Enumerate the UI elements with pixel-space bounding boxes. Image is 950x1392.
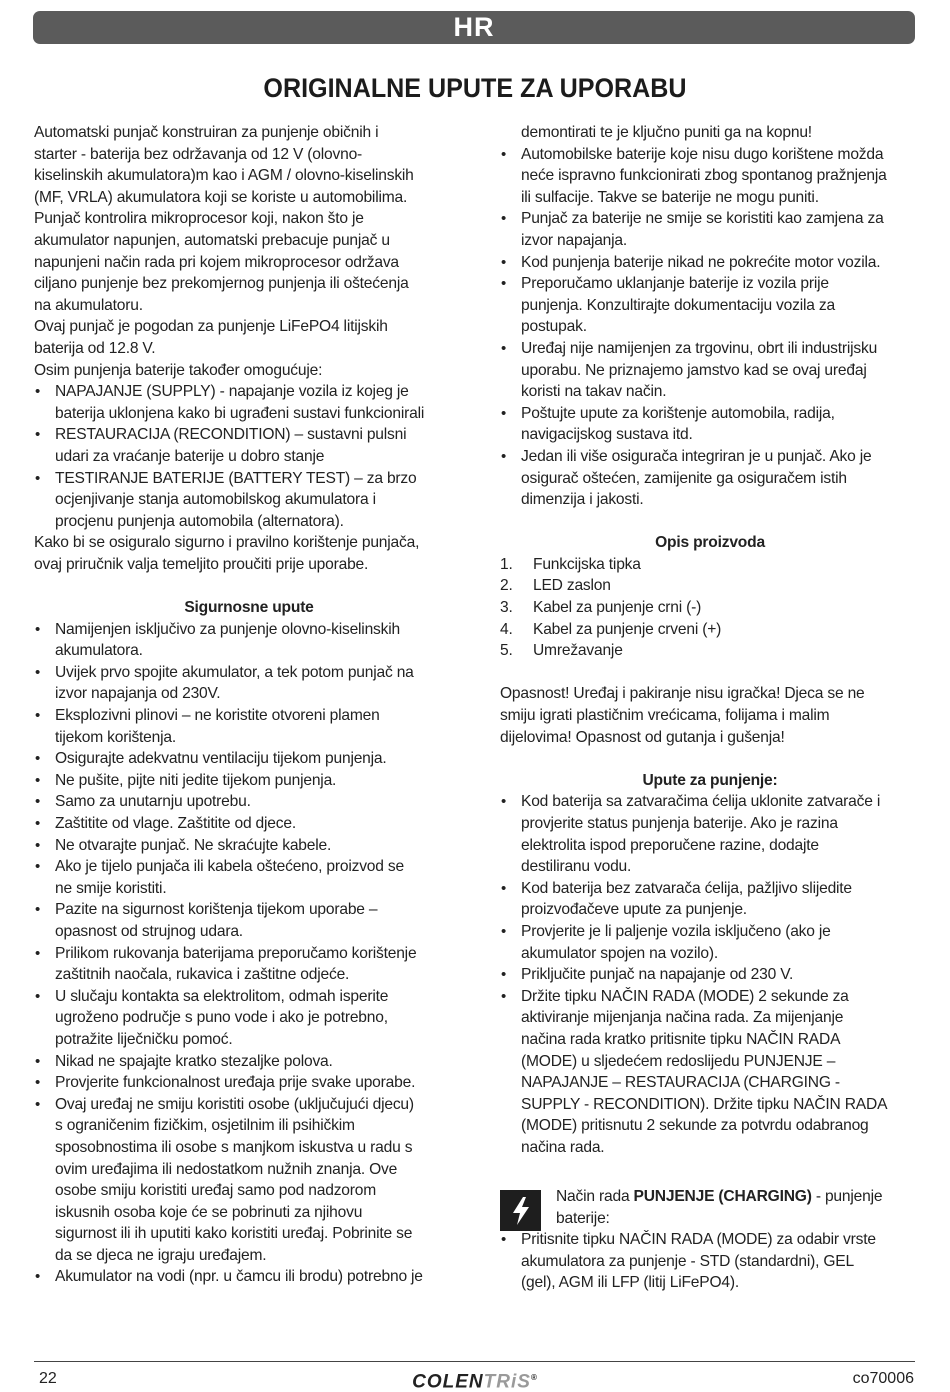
list-item bbox=[500, 208, 920, 251]
text-line: • Držite tipku NAČIN RADA (MODE) 2 sekunde za bbox=[521, 987, 849, 1005]
text-line: • RESTAURACIJA (RECONDITION) – sustavni pulsni bbox=[55, 426, 407, 444]
list-item bbox=[500, 446, 920, 511]
right-column bbox=[500, 122, 920, 1294]
list-item bbox=[34, 791, 464, 813]
text-line: • Pazite na sigurnost korištenja tijekom uporabe – bbox=[55, 901, 378, 919]
text-line: NAPAJANJE – RESTAURACIJA (CHARGING - bbox=[521, 1074, 840, 1092]
text-line: • Samo za unutarnju upotrebu. bbox=[55, 793, 251, 811]
text-line: starter - baterija bez održavanja od 12 V (olovno- bbox=[34, 145, 363, 163]
text-line: izvor napajanja. bbox=[521, 231, 628, 249]
text-line: • Namijenjen isključivo za punjenje olovno-kiselinskih bbox=[55, 620, 400, 638]
list-item bbox=[34, 468, 464, 533]
list-item bbox=[34, 835, 464, 857]
text-line: • Jedan ili više osigurača integriran je u punjač. Ako je bbox=[521, 447, 872, 465]
text-line: potražite liječničku pomoć. bbox=[55, 1030, 233, 1048]
text-line: akumulatora. bbox=[55, 642, 143, 660]
mode-prefix: Način rada bbox=[556, 1188, 634, 1206]
list-item bbox=[34, 381, 464, 424]
text-line: • Ne pušite, pijte niti jedite tijekom punjenja. bbox=[55, 771, 337, 789]
feature-list bbox=[34, 381, 464, 532]
text-line: punjenja. Konzultirajte dokumentaciju vozila za bbox=[521, 296, 835, 314]
lightning-bolt-icon bbox=[500, 1190, 541, 1231]
text-line: koristi na takav način. bbox=[521, 383, 667, 401]
list-item bbox=[34, 1094, 464, 1267]
text-line: • Pritisnite tipku NAČIN RADA (MODE) za odabir vrste bbox=[521, 1231, 876, 1249]
text-line: zaštitnih naočala, rukavica i zaštitne odjeće. bbox=[55, 966, 350, 984]
text-line: s ograničenim fizičkim, osjetilnim ili psihičkim bbox=[55, 1117, 355, 1135]
text-line: proizvođačeve upute za punjenje. bbox=[521, 901, 747, 919]
text-line: • Preporučamo uklanjanje baterije iz vozila prije bbox=[521, 275, 829, 293]
list-item bbox=[34, 748, 464, 770]
text-line: provjerite status punjenja baterije. Ako je razina bbox=[521, 815, 838, 832]
text-line: Opasnost! Uređaj i pakiranje nisu igračka! Djeca se ne bbox=[500, 685, 865, 703]
text-line: baterija od 12.8 V. bbox=[34, 339, 156, 357]
text-line: Punjač kontrolira mikroprocesor koji, nakon što je bbox=[34, 210, 364, 228]
text-line: neće ispravno funkcionirati zbog spontanog pražnjenja bbox=[521, 167, 887, 185]
text-line: iskusnih osoba koje će se pobrinuti za njihovu bbox=[55, 1203, 363, 1221]
item-text: Kabel za punjenje crni (-) bbox=[533, 599, 702, 617]
text-line: elektrolita ispod preporučene razine, dodajte bbox=[521, 836, 819, 854]
text-line: (gel), AGM ili LFP (litij LiFePO4). bbox=[521, 1274, 740, 1292]
text-line: • Uređaj nije namijenjen za trgovinu, obrt ili industrijsku bbox=[521, 339, 878, 357]
charging-instructions-heading: Upute za punjenje: bbox=[642, 771, 778, 789]
list-item bbox=[34, 705, 464, 748]
item-text: Kabel za punjenje crveni (+) bbox=[533, 620, 722, 638]
text-line: ne smije koristiti. bbox=[55, 879, 167, 897]
list-item bbox=[34, 813, 464, 835]
numbered-item bbox=[500, 554, 920, 576]
list-item bbox=[500, 986, 920, 1159]
text-line: • Provjerite je li paljenje vozila isključeno (ako je bbox=[521, 922, 831, 940]
text-line: osobe smiju koristiti uređaj samo pod nadzorom bbox=[55, 1182, 377, 1200]
text-line: smiju igrati plastičnim vrećicama, folijama i malim bbox=[500, 707, 830, 725]
list-item bbox=[500, 144, 920, 209]
document-title: ORIGINALNE UPUTE ZA UPORABU bbox=[263, 73, 687, 103]
text-line: akumulatora za punjenje - STD (standardni), GEL bbox=[521, 1252, 854, 1270]
text-line: • Eksplozivni plinovi – ne koristite otvoreni plamen bbox=[55, 707, 380, 725]
list-item bbox=[34, 899, 464, 942]
text-line: dijelovima! Opasnost od gutanja i gušenja! bbox=[500, 728, 785, 746]
text-line: postupak. bbox=[521, 318, 587, 336]
text-line: opasnost od strujnog udara. bbox=[55, 922, 243, 940]
text-line: Ovaj punjač je pogodan za punjenje LiFePO4 litijskih bbox=[34, 318, 388, 336]
mode-name: PUNJENJE (CHARGING) bbox=[633, 1188, 812, 1206]
text-line: načina rada kratko pritisnite tipku NAČIN RADA bbox=[521, 1030, 841, 1048]
text-line: ciljano punjenje bez prekomjernog punjenja ili oštećenja bbox=[34, 275, 409, 293]
text-line: • Nikad ne spajajte kratko stezaljke polova. bbox=[55, 1052, 333, 1070]
text-line: • Kod baterija sa zatvaračima ćelija uklonite zatvarače i bbox=[521, 793, 881, 811]
product-parts-list bbox=[500, 554, 920, 662]
text-line: procjenu punjenja automobila (alternatora). bbox=[55, 512, 344, 530]
text-line: aktiviranje mijenjanja načina rada. Za mijenjanje bbox=[521, 1009, 844, 1027]
text-line: Kako bi se osiguralo sigurno i pravilno korištenje punjača, bbox=[34, 534, 420, 552]
text-line: ocjenjivanje stanja automobilskog akumulatora i bbox=[55, 491, 376, 509]
text-line: • NAPAJANJE (SUPPLY) - napajanje vozila iz kojeg je bbox=[55, 383, 409, 401]
list-item bbox=[500, 273, 920, 338]
list-item bbox=[34, 424, 464, 467]
safety-list-continued bbox=[500, 144, 920, 511]
text-line: na akumulatoru. bbox=[34, 296, 143, 314]
brand-logo bbox=[0, 1367, 950, 1392]
text-line: akumulator spojen na vozilo). bbox=[521, 944, 719, 962]
text-line: dimenzija i jakosti. bbox=[521, 491, 644, 509]
text-line: sigurnost ili ih uputiti kako koristiti uređaj. Pobrinite se bbox=[55, 1225, 413, 1243]
brand-part-a: COLEN bbox=[412, 1371, 484, 1392]
text-line: SUPPLY - RECONDITION). Držite tipku NAČIN RADA bbox=[521, 1095, 888, 1113]
product-description-heading: Opis proizvoda bbox=[655, 534, 765, 552]
text-line: navigacijskog sustava itd. bbox=[521, 426, 693, 444]
charging-list bbox=[500, 791, 920, 1158]
text-line: • Poštujte upute za korištenje automobila, radija, bbox=[521, 404, 835, 422]
list-item bbox=[34, 770, 464, 792]
list-item bbox=[500, 791, 920, 877]
document-code: co70006 bbox=[852, 1370, 914, 1387]
text-line: Automatski punjač konstruiran za punjenje običnih i bbox=[34, 124, 379, 141]
list-item bbox=[500, 338, 920, 403]
list-item bbox=[500, 964, 920, 986]
text-line: (MF, VRLA) akumulatora koji se koriste u automobilima. bbox=[34, 188, 408, 206]
list-item bbox=[34, 986, 464, 1051]
text-line: izvor napajanja od 230V. bbox=[55, 685, 221, 703]
mode-suffix: - punjenje bbox=[811, 1188, 883, 1206]
registered-mark: ® bbox=[530, 1373, 538, 1382]
text-line: tijekom korištenja. bbox=[55, 728, 176, 746]
text-line: ovim uređajima ili nedostatkom nužnih znanja. Ove bbox=[55, 1160, 398, 1178]
page-number: 22 bbox=[39, 1370, 57, 1387]
item-text: Funkcijska tipka bbox=[533, 555, 641, 573]
text-line: ovaj priručnik valja temeljito proučiti prije uporabe. bbox=[34, 555, 369, 573]
numbered-item bbox=[500, 640, 920, 662]
mode-title-line bbox=[556, 1186, 920, 1208]
list-item bbox=[34, 943, 464, 986]
list-item bbox=[500, 403, 920, 446]
text-line: (MODE) pritisnutu 2 sekunde za potvrdu odabranog bbox=[521, 1117, 869, 1135]
intro-paragraphs bbox=[34, 122, 464, 381]
text-line: napunjeni način rada pri kojem mikroprocesor održava bbox=[34, 253, 399, 271]
text-line: udari za vraćanje baterije u dobro stanje bbox=[55, 447, 325, 465]
text-line: da se djeca ne igraju uređajem. bbox=[55, 1246, 267, 1264]
text-line: baterije: bbox=[556, 1209, 610, 1227]
list-item bbox=[500, 921, 920, 964]
text-line: ili sulfacije. Takve se baterije ne mogu puniti. bbox=[521, 188, 819, 206]
text-line: • Uvijek prvo spojite akumulator, a tek potom punjač na bbox=[55, 663, 414, 681]
list-item bbox=[500, 878, 920, 921]
item-number: 5. bbox=[500, 642, 513, 660]
list-item bbox=[34, 662, 464, 705]
text-line: • Ne otvarajte punjač. Ne skraćujte kabele. bbox=[55, 836, 332, 854]
text-line: • Kod baterija bez zatvarača ćelija, pažljivo slijedite bbox=[521, 879, 852, 897]
lightning-bolt-glyph bbox=[510, 1196, 532, 1226]
text-line: • Akumulator na vodi (npr. u čamcu ili brodu) potrebno je bbox=[55, 1268, 423, 1286]
text-line: akumulator napunjen, automatski prebacuje punjač u bbox=[34, 231, 390, 249]
text-line: • U slučaju kontakta sa elektrolitom, odmah isperite bbox=[55, 987, 389, 1005]
text-line: • Automobilske baterije koje nisu dugo korištene možda bbox=[521, 145, 884, 163]
hazard-warning bbox=[500, 683, 920, 748]
mode-list bbox=[500, 1229, 920, 1294]
text-line: sposobnostima ili osobe s manjkom iskustva u radu s bbox=[55, 1138, 413, 1156]
text-line: • Kod punjenja baterije nikad ne pokrećite motor vozila. bbox=[521, 253, 881, 271]
text-line: načina rada. bbox=[521, 1138, 605, 1156]
text-line: • Ovaj uređaj ne smiju koristiti osobe (uključujući djecu) bbox=[55, 1095, 414, 1113]
safety-heading: Sigurnosne upute bbox=[184, 599, 314, 617]
text-line: • Prilikom rukovanja baterijama preporučamo korištenje bbox=[55, 944, 417, 962]
footer-divider bbox=[34, 1361, 915, 1362]
text-line: kiselinskih akumulatora)m kao i AGM / olovno-kiselinskih bbox=[34, 167, 414, 185]
numbered-item bbox=[500, 597, 920, 619]
item-number: 2. bbox=[500, 577, 513, 595]
item-number: 1. bbox=[500, 555, 513, 573]
text-line: Osim punjenja baterije također omogućuje: bbox=[34, 361, 323, 379]
item-number: 4. bbox=[500, 620, 513, 638]
list-item bbox=[34, 1051, 464, 1073]
text-line: • Ako je tijelo punjača ili kabela oštećeno, proizvod se bbox=[55, 858, 404, 876]
text-line: • TESTIRANJE BATERIJE (BATTERY TEST) – za brzo bbox=[55, 469, 417, 487]
numbered-item bbox=[500, 619, 920, 641]
language-header-bar bbox=[33, 11, 915, 44]
item-text: LED zaslon bbox=[533, 577, 611, 595]
list-item-continuation bbox=[500, 122, 920, 144]
text-line: uporabu. Ne priznajemo jamstvo kad se ovaj uređaj bbox=[521, 361, 867, 379]
text-line: baterija uklonjena kako bi ugrađeni sustavi funkcionirali bbox=[55, 404, 425, 422]
text-line: • Provjerite funkcionalnost uređaja prije svake uporabe. bbox=[55, 1074, 416, 1092]
safety-list bbox=[34, 619, 464, 1288]
text-line: destiliranu vodu. bbox=[521, 858, 632, 876]
numbered-item bbox=[500, 575, 920, 597]
text-line: • Priključite punjač na napajanje od 230 V. bbox=[521, 966, 794, 984]
text-line: ugroženo područje s puno vode i ako je potrebno, bbox=[55, 1009, 388, 1027]
item-number: 3. bbox=[500, 599, 513, 617]
list-item bbox=[34, 1072, 464, 1094]
language-label: HR bbox=[453, 12, 495, 42]
list-item bbox=[500, 1229, 920, 1294]
charging-mode-block bbox=[500, 1186, 920, 1229]
left-column bbox=[34, 122, 464, 1288]
brand-part-b: TRiS bbox=[483, 1371, 531, 1392]
text-line: osigurač oštećen, zamijenite ga osiguračem istih bbox=[521, 469, 847, 487]
list-item bbox=[34, 1266, 464, 1288]
text-line: demontirati te je ključno puniti ga na kopnu! bbox=[521, 124, 812, 141]
list-item bbox=[34, 619, 464, 662]
text-line: • Osigurajte adekvatnu ventilaciju tijekom punjenja. bbox=[55, 750, 387, 768]
text-line: • Zaštitite od vlage. Zaštitite od djece. bbox=[55, 815, 296, 832]
text-line: (MODE) u sljedećem redoslijedu PUNJENJE – bbox=[521, 1052, 836, 1070]
list-item bbox=[34, 856, 464, 899]
list-item bbox=[500, 252, 920, 274]
item-text: Umrežavanje bbox=[533, 642, 623, 660]
text-line: • Punjač za baterije ne smije se koristiti kao zamjena za bbox=[521, 210, 884, 228]
